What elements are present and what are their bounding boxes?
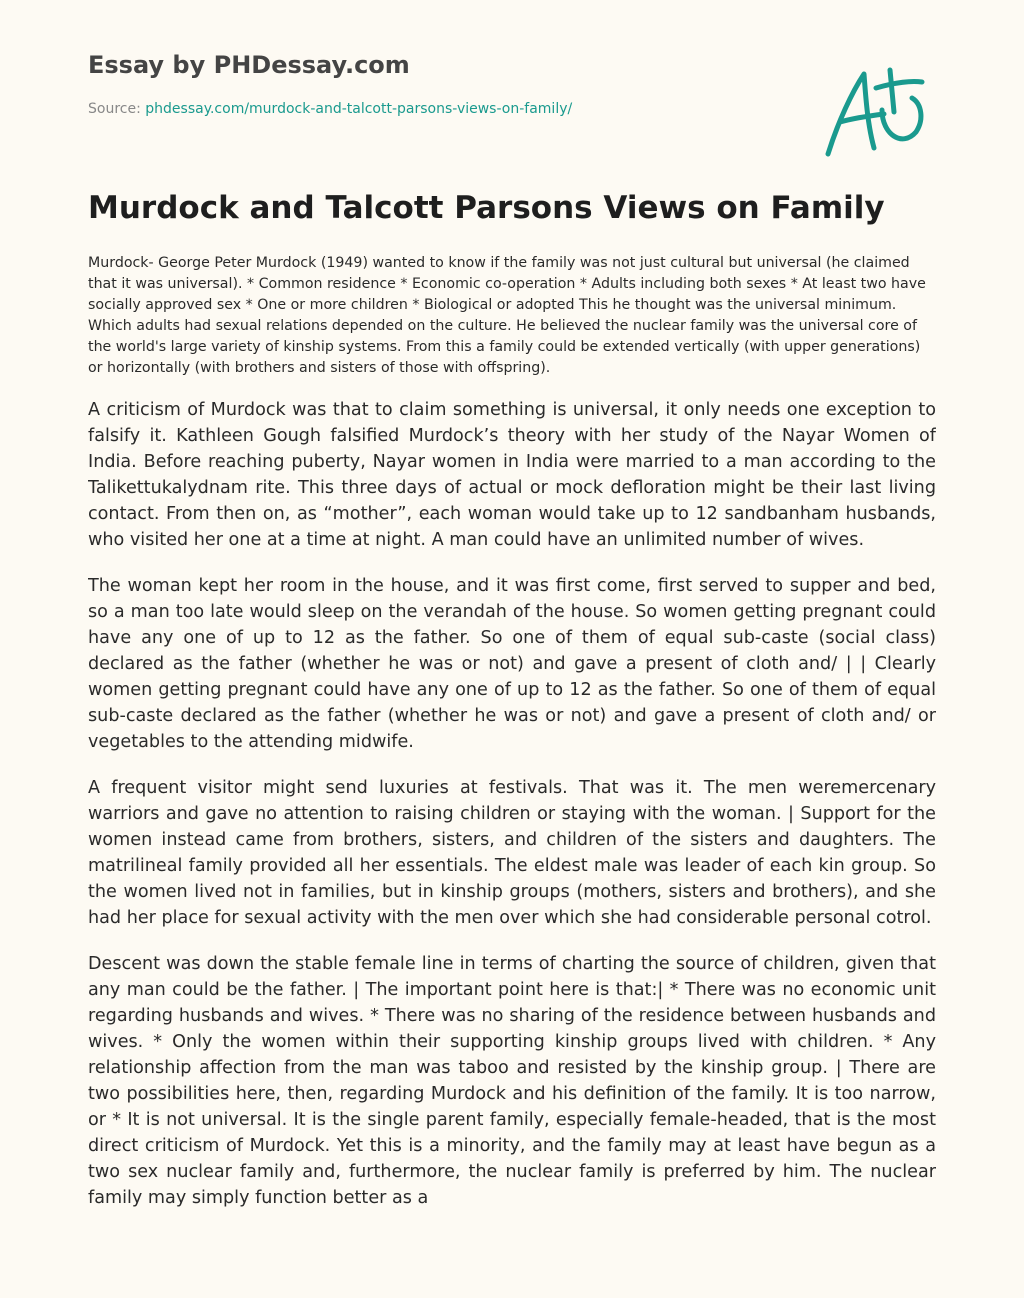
body-paragraph: A frequent visitor might send luxuries at festivals. That was it. The men weremercenary warriors and gave no attention to raising children or staying with the woman. | Support for the women instead came from brothers, sisters, and children of the sisters and daughters. The matrilineal family provided all her essentials. The eldest male was leader of each kin group. So the women lived not in families, but in kinship groups (mothers, sisters and brothers), and she had her place for sexual activity with the men over which she had considerable personal cotrol. xyxy=(88,778,936,928)
source-link[interactable]: phdessay.com/murdock-and-talcott-parsons-views-on-family/ xyxy=(145,101,573,117)
body-paragraph: Descent was down the stable female line in terms of charting the source of children, given that any man could be the father. | The important point here is that:| * There was no economic unit regarding husbands and wives. * There was no sharing of the residence between husbands and wives. * Only the women within their supporting kinship groups lived with children. * Any relationship affection from the man was taboo and resisted by the kinship group. | There are two possibilities here, then, regarding Murdock and his definition of the family. It is too narrow, or * It is not universal. It is the single parent family, especially female-headed, that is the most direct criticism of Murdock. Yet this is a minority, and the family may at least have begun as a two sex nuclear family and, furthermore, the nuclear family is preferred by him. The nuclear family may simply function better as a xyxy=(88,954,936,1208)
site-title: Essay by PHDessay.com xyxy=(88,51,410,79)
essay-body xyxy=(88,397,936,1231)
source-label: Source: xyxy=(88,101,141,117)
intro-paragraph: Murdock- George Peter Murdock (1949) wanted to know if the family was not just cultural but universal (he claimed that it was universal). * Common residence * Economic co-operation * Adults including both sexes * At least two have socially approved sex * One or more children * Biological or adopted This he thought was the universal minimum. Which adults had sexual relations depended on the culture. He believed the nuclear family was the universal core of the world's large variety of kinship systems. From this a family could be extended vertically (with upper generations) or horizontally (with brothers and sisters of those with offspring). xyxy=(88,255,926,376)
a-plus-logo-icon xyxy=(824,62,928,160)
body-paragraph: The woman kept her room in the house, and it was first come, first served to supper and bed, so a man too late would sleep on the verandah of the house. So women getting pregnant could have any one of up to 12 as the father. So one of them of equal sub-caste (social class) declared as the father (whether he was or not) and gave a present of cloth and/ | | Clearly women getting pregnant could have any one of up to 12 as the father. So one of them of equal sub-caste declared as the father (whether he was or not) and gave a present of cloth and/ or vegetables to the attending midwife. xyxy=(88,576,936,752)
essay-page xyxy=(88,0,936,1250)
source-line xyxy=(88,101,572,117)
body-paragraph: A criticism of Murdock was that to claim something is universal, it only needs one exception to falsify it. Kathleen Gough falsified Murdock’s theory with her study of the Nayar Women of India. Before reaching puberty, Nayar women in India were married to a man according to the Talikettukalydnam rite. This three days of actual or mock defloration might be their last living contact. From then on, as “mother”, each woman would take up to 12 sandbanham husbands, who visited her one at a time at night. A man could have an unlimited number of wives. xyxy=(88,400,936,550)
document-title: Murdock and Talcott Parsons Views on Family xyxy=(88,190,885,226)
